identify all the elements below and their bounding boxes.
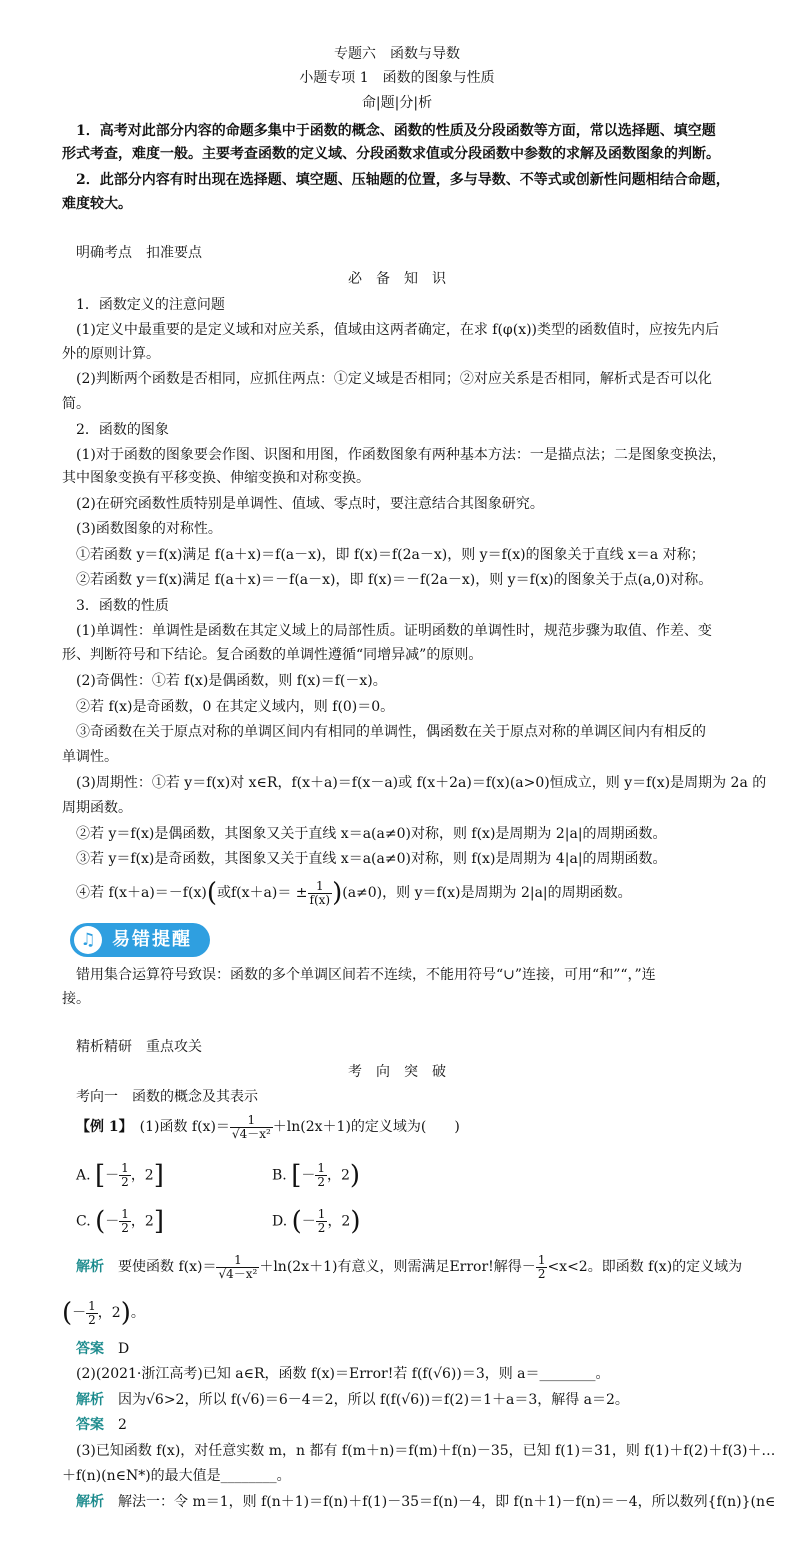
topic-heading: 考向一 函数的概念及其表示 (76, 1089, 258, 1105)
fraction-denominator: √4－x² (218, 1266, 258, 1281)
s3-b2: ②若 f(x)是奇函数，0 在其定义域内，则 f(0)＝0。 (76, 699, 395, 715)
option-b-close: ) (349, 1160, 361, 1191)
answer-2-value: 2 (118, 1417, 127, 1433)
fraction-denominator: 2 (121, 1221, 129, 1235)
analysis-p2-line1: 2．此部分内容有时出现在选择题、填空题、压轴题的位置，多与导数、不等式或创新性问题相结合命题， (76, 172, 730, 188)
mistake-line1: 错用集合运算符号致误：函数的多个单调区间若不连续，不能用符号“∪”连接，可用“和”“，”连 (76, 967, 656, 983)
ex1-q-pre: (1)函数 f(x)＝ (139, 1119, 230, 1135)
option-b-tail: ，2 (327, 1167, 350, 1184)
doc-title: 专题六 函数与导数 (334, 46, 460, 62)
fraction (119, 1162, 131, 1189)
option-a-label: A. (76, 1167, 91, 1184)
jx1-post: <x<2。即函数 f(x)的定义域为 (547, 1259, 743, 1275)
fraction (308, 880, 333, 907)
solution-2-text: 因为√6>2，所以 f(√6)＝6－4＝2，所以 f(f(√6))＝f(2)＝1＋a＝3，解得 a＝2。 (118, 1392, 629, 1408)
option-c-sign: － (105, 1213, 120, 1230)
domain-tail: ，2 (97, 1305, 121, 1321)
option-a-open: [ (95, 1160, 106, 1191)
s3-c1a: (3)周期性：①若 y＝f(x)对 x∈R，f(x＋a)＝f(x－a)或 f(x＋2a)＝f(x)(a>0)恒成立，则 y＝f(x)是周期为 2a 的 (76, 775, 767, 791)
analysis-p2-line2: 难度较大。 (62, 196, 132, 212)
s1-b2: 简。 (62, 396, 90, 412)
option-b[interactable] (272, 1162, 360, 1189)
option-a-tail: ，2 (130, 1167, 154, 1184)
domain-close: ) (120, 1298, 131, 1328)
solution-2 (76, 1389, 766, 1411)
solution-label: 解析 (76, 1392, 104, 1408)
fraction-denominator: 2 (537, 1266, 546, 1281)
fraction (230, 1114, 273, 1141)
s3-c4-pre: ④若 f(x＋a)＝－f(x) (76, 885, 207, 901)
domain-open: ( (62, 1298, 73, 1328)
option-c-close: ] (153, 1206, 164, 1237)
option-b-open: [ (291, 1160, 302, 1191)
answer-2 (76, 1414, 766, 1436)
answer-1-value: D (118, 1341, 130, 1357)
s1-a1: (1)定义中最重要的是定义域和对应关系，值域由这两者确定，在求 f(φ(x))类型的函数值时，应按先内后 (76, 322, 720, 338)
option-b-label: B. (272, 1167, 287, 1184)
fraction-numerator: 1 (88, 1298, 96, 1313)
answer-label: 答案 (76, 1341, 104, 1357)
fraction-denominator: 2 (317, 1221, 326, 1235)
fraction (216, 1254, 259, 1281)
answer-label: 答案 (76, 1417, 104, 1433)
s2-c2: ②若函数 y＝f(x)满足 f(a＋x)＝－f(a－x)，即 f(x)＝－f(2a－x)，则 y＝f(x)的图象关于点(a,0)对称。 (76, 572, 713, 588)
example-label: 【例 1】 (76, 1119, 126, 1135)
option-a[interactable] (76, 1162, 164, 1189)
fraction-denominator: √4－x² (231, 1126, 271, 1141)
fraction (119, 1208, 131, 1235)
option-d-tail: ，2 (327, 1213, 351, 1230)
option-c[interactable] (76, 1208, 164, 1235)
s3-c2: ②若 y＝f(x)是偶函数，其图象又关于直线 x＝a(a≠0)对称，则 f(x)是周期为 2|a|的周期函数。 (76, 826, 667, 842)
option-a-sign: － (105, 1167, 120, 1184)
solution-1-domain (62, 1296, 752, 1330)
s2-c: (3)函数图象的对称性。 (76, 521, 222, 537)
fraction-numerator: 1 (317, 1161, 325, 1175)
answer-1 (76, 1338, 766, 1360)
option-d-open: ( (291, 1206, 302, 1237)
question-2: (2)(2021·浙江高考)已知 a∈R，函数 f(x)＝Error!若 f(f(√6))＝3，则 a＝________。 (76, 1366, 610, 1382)
ex1-q-post: ＋ln(2x＋1)的定义域为( ) (272, 1119, 460, 1135)
jx1-pre: 要使函数 f(x)＝ (118, 1259, 217, 1275)
fraction (315, 1162, 327, 1189)
solution-label: 解析 (76, 1494, 104, 1510)
fraction-denominator: 2 (121, 1175, 129, 1189)
s2-a1: (1)对于函数的图象要会作图、识图和用图，作函数图象有两种基本方法：一是描点法；二是图象变换法， (76, 447, 726, 463)
fraction-denominator: 2 (88, 1312, 96, 1327)
fraction-numerator: 1 (216, 1254, 259, 1268)
domain-sign: － (72, 1305, 87, 1321)
solution-1 (76, 1250, 766, 1284)
right-paren: ) (332, 878, 343, 908)
jx1-mid: ＋ln(2x＋1)有意义，则需满足Error!解得－ (259, 1259, 536, 1275)
option-c-tail: ，2 (130, 1213, 154, 1230)
fraction (86, 1300, 98, 1327)
fraction (316, 1208, 328, 1235)
s3-c1b: 周期函数。 (62, 800, 132, 816)
option-b-sign: － (301, 1167, 316, 1184)
s1-title: 1．函数定义的注意问题 (76, 297, 225, 313)
s3-a2: 形、判断符号和下结论。复合函数的单调性遵循“同增异减”的原则。 (62, 647, 483, 663)
knowledge-center-title: 必 备 知 识 (348, 271, 446, 287)
s3-title: 3．函数的性质 (76, 598, 169, 614)
s3-c4-mid: 或f(x＋a)＝ ± (216, 885, 308, 901)
practice-heading: 精析精研 重点攻关 (76, 1039, 202, 1055)
s3-b1: (2)奇偶性：①若 f(x)是偶函数，则 f(x)＝f(－x)。 (76, 673, 387, 689)
mistake-banner (70, 923, 210, 957)
analysis-p1-line1: 1．高考对此部分内容的命题多集中于函数的概念、函数的性质及分段函数等方面，常以选择题、填空题 (76, 123, 716, 139)
s3-c4-post: (a≠0)，则 y＝f(x)是周期为 2|a|的周期函数。 (342, 885, 632, 901)
s2-c1: ①若函数 y＝f(x)满足 f(a＋x)＝f(a－x)，即 f(x)＝f(2a－x)，则 y＝f(x)的图象关于直线 x＝a 对称； (76, 547, 705, 563)
option-a-close: ] (153, 1160, 164, 1191)
fraction-numerator: 1 (121, 1207, 129, 1221)
s3-c4 (76, 878, 766, 908)
domain-end: 。 (130, 1305, 145, 1321)
fraction-numerator: 1 (537, 1252, 546, 1267)
mistake-line2: 接。 (62, 991, 90, 1007)
s3-b3b: 单调性。 (62, 749, 118, 765)
s2-a2: 其中图象变换有平移变换、伸缩变换和对称变换。 (62, 470, 370, 486)
fraction-numerator: 1 (121, 1161, 129, 1175)
option-c-label: C. (76, 1213, 91, 1230)
fraction-numerator: 1 (317, 1207, 326, 1221)
section-heading: 命|题|分|析 (361, 95, 433, 111)
option-d-label: D. (272, 1213, 288, 1230)
s3-c3: ③若 y＝f(x)是奇函数，其图象又关于直线 x＝a(a≠0)对称，则 f(x)是周期为 4|a|的周期函数。 (76, 851, 667, 867)
s3-a1: (1)单调性：单调性是函数在其定义域上的局部性质。证明函数的单调性时，规范步骤为取值、作差、变 (76, 623, 712, 639)
left-paren: ( (206, 878, 217, 908)
fraction (536, 1254, 548, 1281)
banner-label: 易错提醒 (112, 929, 192, 950)
fraction-numerator: 1 (230, 1114, 273, 1128)
option-c-open: ( (95, 1206, 106, 1237)
s3-b3a: ③奇函数在关于原点对称的单调区间内有相同的单调性，偶函数在关于原点对称的单调区间内有相反的 (76, 724, 706, 740)
s2-b: (2)在研究函数性质特别是单调性、值域、零点时，要注意结合其图象研究。 (76, 496, 544, 512)
fraction-denominator: f(x) (309, 892, 331, 907)
solution-3-text: 解法一：令 m＝1，则 f(n＋1)＝f(n)＋f(1)－35＝f(n)－4，即 f(n＋1)－f(n)＝－4，所以数列{f(n)}(n∈ (118, 1494, 776, 1510)
practice-center-title: 考 向 突 破 (348, 1064, 446, 1080)
knowledge-heading: 明确考点 扣准要点 (76, 245, 202, 261)
fraction-denominator: 2 (317, 1175, 325, 1189)
option-d-close: ) (350, 1206, 361, 1237)
doc-subtitle: 小题专项 1 函数的图象与性质 (299, 70, 495, 86)
analysis-p1-line2: 形式考查，难度一般。主要考查函数的定义域、分段函数求值或分段函数中参数的求解及函数图象的判断。 (62, 146, 720, 162)
example-1-question (76, 1110, 766, 1144)
fraction-numerator: 1 (308, 880, 333, 894)
s2-title: 2．函数的图象 (76, 422, 169, 438)
question-3-line1: (3)已知函数 f(x)，对任意实数 m，n 都有 f(m＋n)＝f(m)＋f(n)－35，已知 f(1)＝31，则 f(1)＋f(2)＋f(3)＋… (76, 1443, 776, 1459)
s1-a2: 外的原则计算。 (62, 346, 160, 362)
option-d-sign: － (301, 1213, 316, 1230)
question-3-line2: ＋f(n)(n∈N*)的最大值是________。 (62, 1468, 291, 1484)
option-d[interactable] (272, 1208, 361, 1235)
solution-label: 解析 (76, 1259, 104, 1275)
s1-b1: (2)判断两个函数是否相同，应抓住两点：①定义域是否相同；②对应关系是否相同，解析式是否可以化 (76, 371, 712, 387)
bell-icon: ♫ (74, 926, 102, 954)
solution-3 (76, 1491, 776, 1513)
